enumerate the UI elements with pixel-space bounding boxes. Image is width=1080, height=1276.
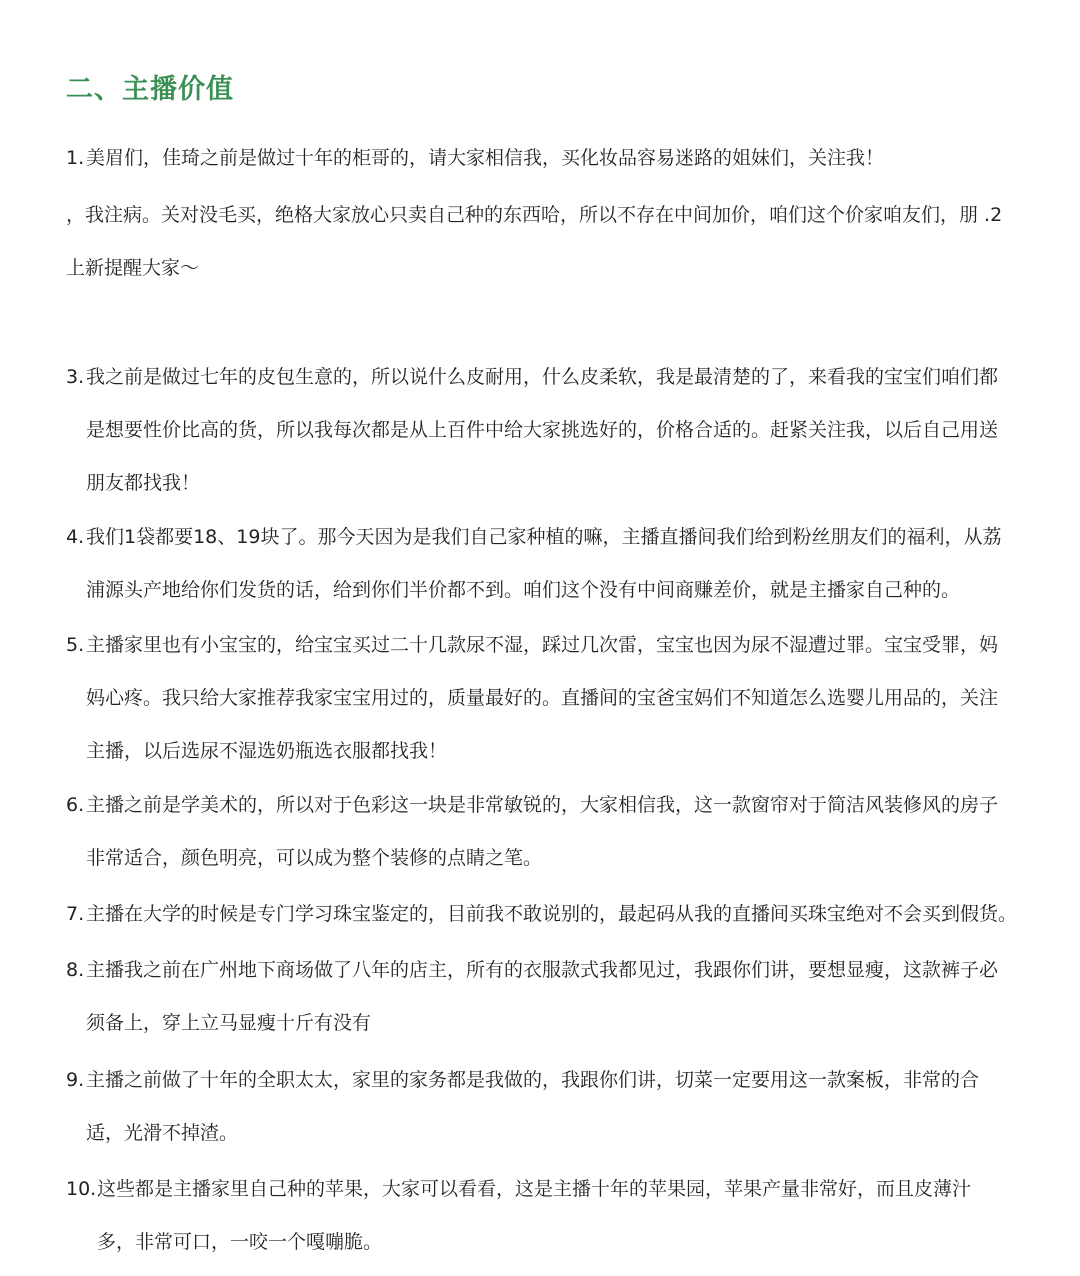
item-line: 主播之前是学美术的，所以对于色彩这一块是非常敏锐的，大家相信我，这一款窗帘对于简洁风装修风的房子 (86, 794, 999, 816)
item-number: 6. (66, 794, 85, 816)
list-item-6 (66, 779, 1016, 885)
list-item-2 (66, 189, 1016, 295)
item-line: 多，非常可口，一咬一个嘎嘣脆。 (97, 1231, 383, 1253)
section-heading: 二、主播价值 (66, 74, 234, 105)
item-number: 5. (66, 634, 85, 656)
item-line: 主播我之前在广州地下商场做了八年的店主，所有的衣服款式我都见过，我跟你们讲，要想显瘦，这款裤子必 (86, 959, 999, 981)
item-number: 4. (66, 526, 85, 548)
item-line: 我们1袋都要18、19块了。那今天因为是我们自己家种植的嘛，主播直播间我们给到粉丝朋友们的福利，从荔 (86, 526, 1002, 548)
item-line: 主播，以后选尿不湿选奶瓶选衣服都找我！ (86, 740, 448, 762)
item-line: 我之前是做过七年的皮包生意的，所以说什么皮耐用，什么皮柔软，我是最清楚的了，来看我的宝宝们咱们都 (86, 366, 999, 388)
item-line: 美眉们，佳琦之前是做过十年的柜哥的，请大家相信我，买化妆品容易迷路的姐妹们，关注我！ (86, 147, 885, 169)
item-number: 3. (66, 366, 85, 388)
item-number: 1. (66, 147, 85, 169)
item-line: 是想要性价比高的货，所以我每次都是从上百件中给大家挑选好的，价格合适的。赶紧关注我，以后自己用送 (86, 419, 999, 441)
item-number: 10. (66, 1178, 97, 1200)
item-number: 9. (66, 1069, 85, 1091)
item-line: 须备上，穿上立马显瘦十斤有没有 (86, 1012, 372, 1034)
list-item-8 (66, 944, 1016, 1050)
list-item-1 (66, 132, 1016, 185)
list-item-9 (66, 1054, 1016, 1160)
item-line: 主播之前做了十年的全职太太，家里的家务都是我做的，我跟你们讲，切菜一定要用这一款案板，非常的合 (86, 1069, 980, 1091)
item-line: ，我注病。关对没毛买，绝格大家放心只卖自己种的东西哈，所以不存在中间加价，咱们这个价家咱友们，朋 .2 (66, 204, 1003, 226)
item-line: 主播家里也有小宝宝的，给宝宝买过二十几款尿不湿，踩过几次雷，宝宝也因为尿不湿遭过罪。宝宝受罪，妈 (86, 634, 999, 656)
item-line: 这些都是主播家里自己种的苹果，大家可以看看，这是主播十年的苹果园，苹果产量非常好，而且皮薄汁 (97, 1178, 972, 1200)
list-item-4 (66, 511, 1016, 617)
list-item-3 (66, 351, 1016, 510)
item-line: 朋友都找我！ (86, 472, 201, 494)
item-line: 浦源头产地给你们发货的话，给到你们半价都不到。咱们这个没有中间商赚差价，就是主播家自己种的。 (86, 579, 961, 601)
item-number: 8. (66, 959, 85, 981)
item-line: 妈心疼。我只给大家推荐我家宝宝用过的，质量最好的。直播间的宝爸宝妈们不知道怎么选婴儿用品的，关注 (86, 687, 999, 709)
item-line: 主播在大学的时候是专门学习珠宝鉴定的，目前我不敢说别的，最起码从我的直播间买珠宝绝对不会买到假货。 (86, 903, 1018, 925)
list-item-7 (66, 888, 1016, 941)
item-line: 适，光滑不掉渣。 (86, 1122, 239, 1144)
item-number: 7. (66, 903, 85, 925)
item-line: 上新提醒大家～ (66, 257, 200, 279)
list-item-10 (66, 1163, 1016, 1269)
item-line: 非常适合，颜色明亮，可以成为整个装修的点睛之笔。 (86, 847, 543, 869)
list-item-5 (66, 619, 1016, 778)
